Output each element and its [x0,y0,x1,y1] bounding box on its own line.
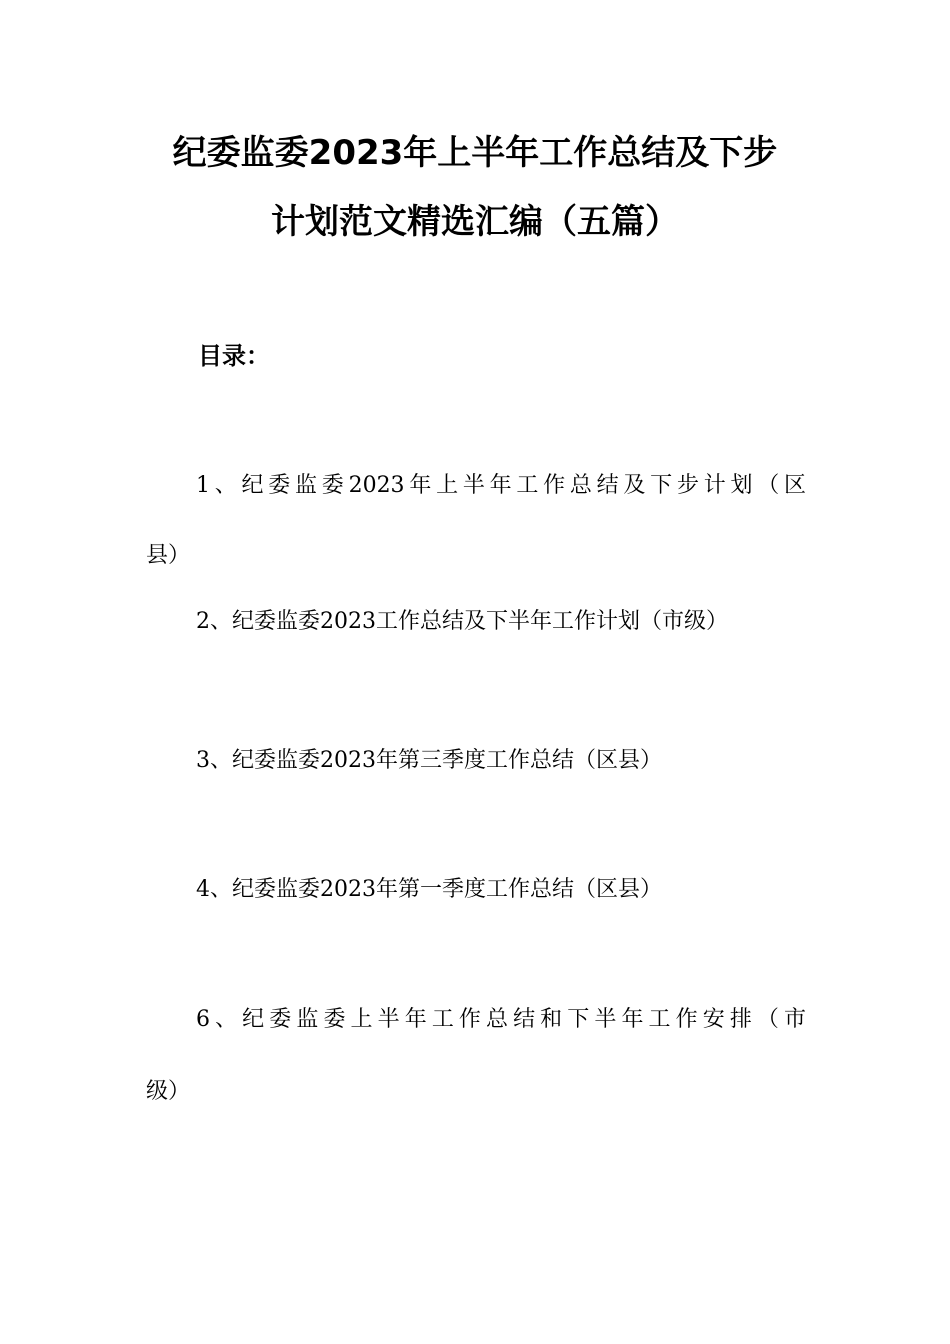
toc-item-1-continuation: 县） [146,543,191,568]
document-title-line-2: 计划范文精选汇编（五篇） [271,202,679,242]
document-title-line-1: 纪委监委2023年上半年工作总结及下步 [172,133,778,173]
toc-heading: 目录： [198,342,270,370]
toc-item-4: 4、纪委监委2023年第一季度工作总结（区县） [196,877,662,902]
toc-item-2: 2、纪委监委2023工作总结及下半年工作计划（市级） [196,609,728,634]
toc-item-6: 6、纪委监委上半年工作总结和下半年工作安排（市 [196,1007,806,1032]
toc-item-6-continuation: 级） [146,1079,191,1104]
toc-item-1: 1、纪委监委2023年上半年工作总结及下步计划（区 [196,473,806,498]
toc-item-3: 3、纪委监委2023年第三季度工作总结（区县） [196,748,662,773]
